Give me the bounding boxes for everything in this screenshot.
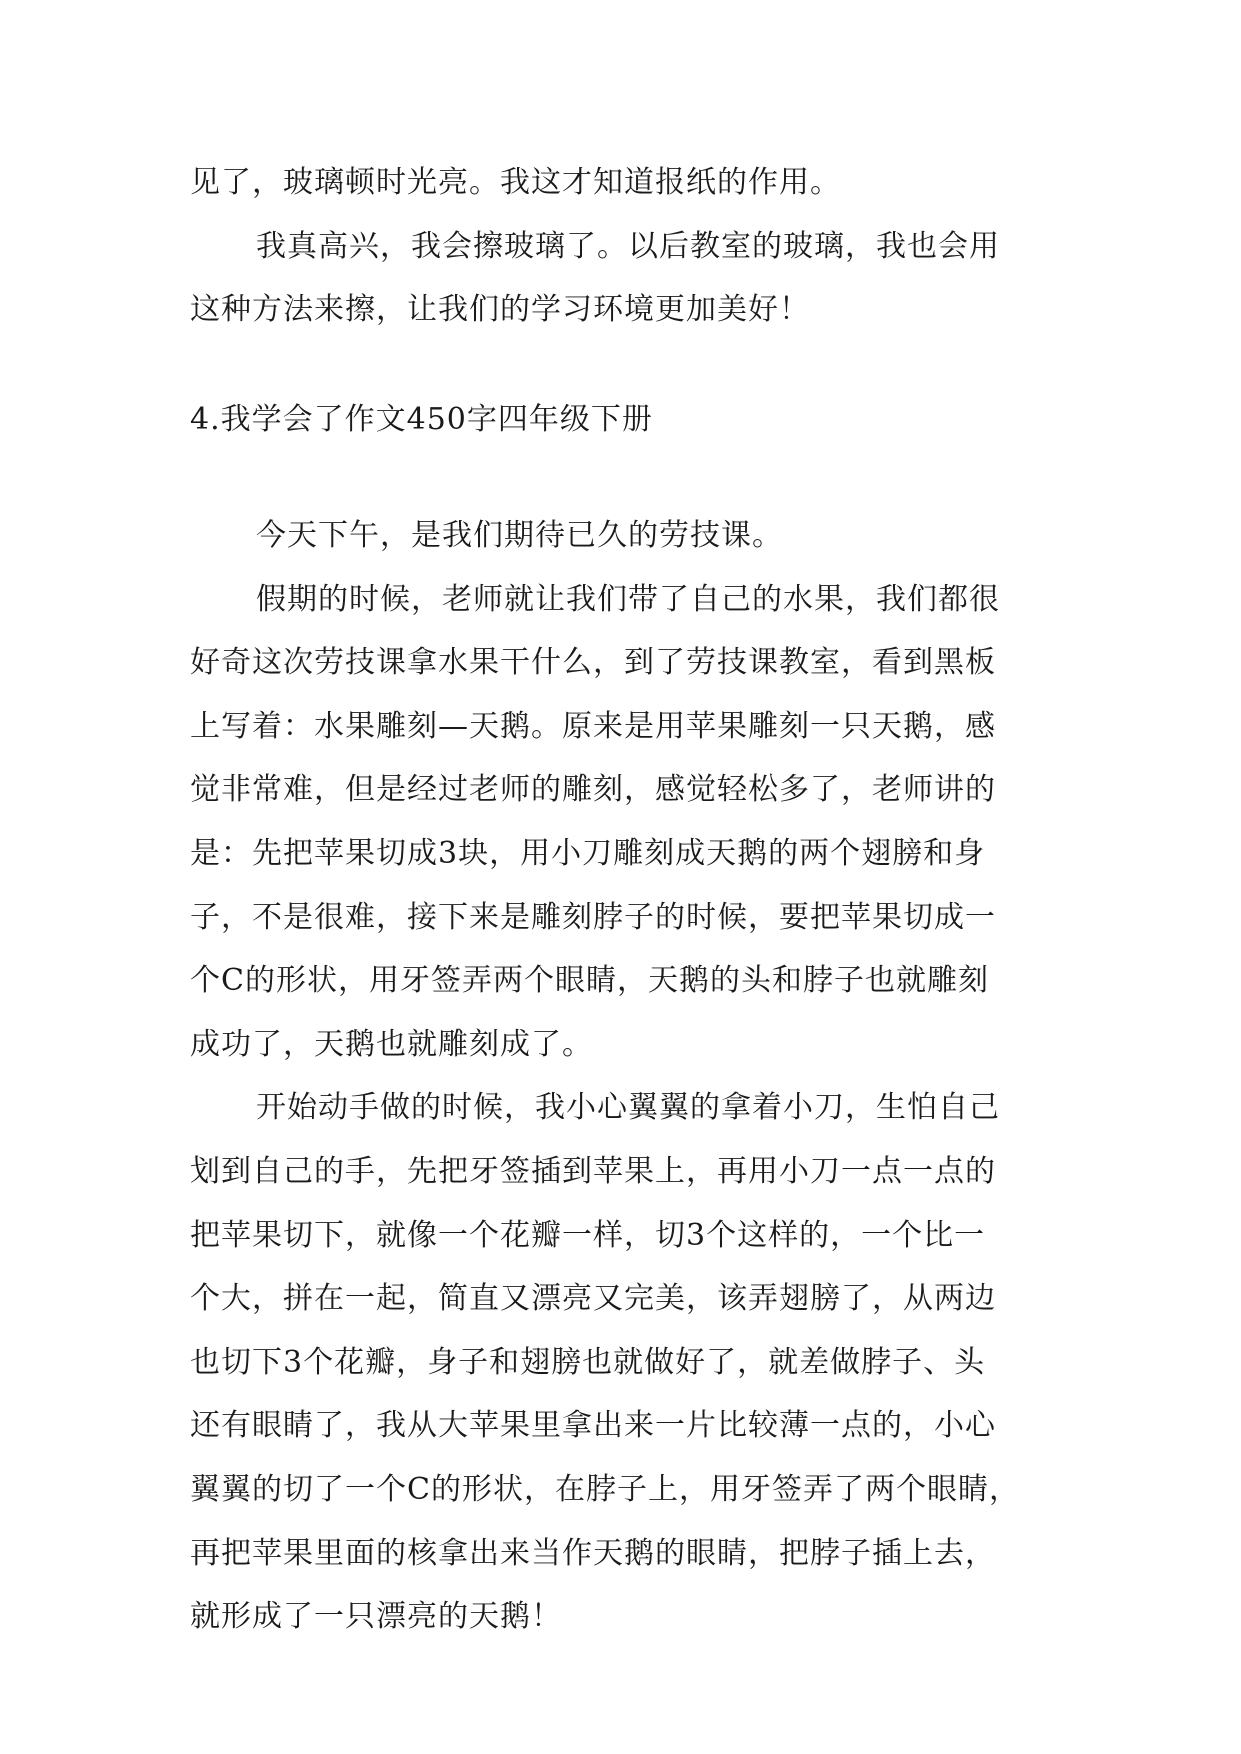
text-line: 见了，玻璃顿时光亮。我这才知道报纸的作用。 — [190, 165, 841, 200]
text-line: 觉非常难，但是经过老师的雕刻，感觉轻松多了，老师讲的 — [190, 772, 996, 808]
text-line: 把苹果切下，就像一个花瓣一样，切3个这样的，一个比一 — [190, 1217, 986, 1253]
text-line: 划到自己的手，先把牙签插到苹果上，再用小刀一点一点的 — [190, 1153, 996, 1189]
text-line: 成功了，天鹅也就雕刻成了。 — [190, 1026, 593, 1062]
text-line: 子，不是很难，接下来是雕刻脖子的时候，要把苹果切成一 — [190, 899, 996, 935]
text-line: 开始动手做的时候，我小心翼翼的拿着小刀，生怕自己 — [256, 1090, 1000, 1126]
text-line: 个大，拼在一起，简直又漂亮又完美，该弄翅膀了，从两边 — [190, 1281, 996, 1317]
text-line: 是：先把苹果切成3块，用小刀雕刻成天鹅的两个翅膀和身 — [190, 835, 986, 871]
text-line: 今天下午，是我们期待已久的劳技课。 — [256, 518, 783, 553]
text-line: 这种方法来擦，让我们的学习环境更加美好！ — [190, 292, 810, 328]
essay-body — [190, 504, 1060, 1649]
text-line: 还有眼睛了，我从大苹果里拿出来一片比较薄一点的，小心 — [190, 1408, 996, 1444]
previous-essay-ending — [190, 151, 1060, 342]
text-line: 假期的时候，老师就让我们带了自己的水果，我们都很 — [256, 581, 1000, 617]
text-line: 我真高兴，我会擦玻璃了。以后教室的玻璃，我也会用 — [256, 228, 1000, 264]
essay-title: 4.我学会了作文450字四年级下册 — [190, 402, 653, 437]
text-line: 再把苹果里面的核拿出来当作天鹅的眼睛，把脖子插上去， — [190, 1535, 996, 1571]
text-line: 就形成了一只漂亮的天鹅！ — [190, 1599, 562, 1635]
text-line: 也切下3个花瓣，身子和翅膀也就做好了，就差做脖子、头 — [190, 1344, 986, 1380]
text-line: 好奇这次劳技课拿水果干什么，到了劳技课教室，看到黑板 — [190, 645, 996, 681]
text-line: 个C的形状，用牙签弄两个眼睛，天鹅的头和脖子也就雕刻 — [190, 963, 989, 999]
text-line: 上写着：水果雕刻—天鹅。原来是用苹果雕刻一只天鹅，感 — [190, 708, 996, 744]
text-line: 翼翼的切了一个C的形状，在脖子上，用牙签弄了两个眼睛， — [190, 1471, 1020, 1507]
